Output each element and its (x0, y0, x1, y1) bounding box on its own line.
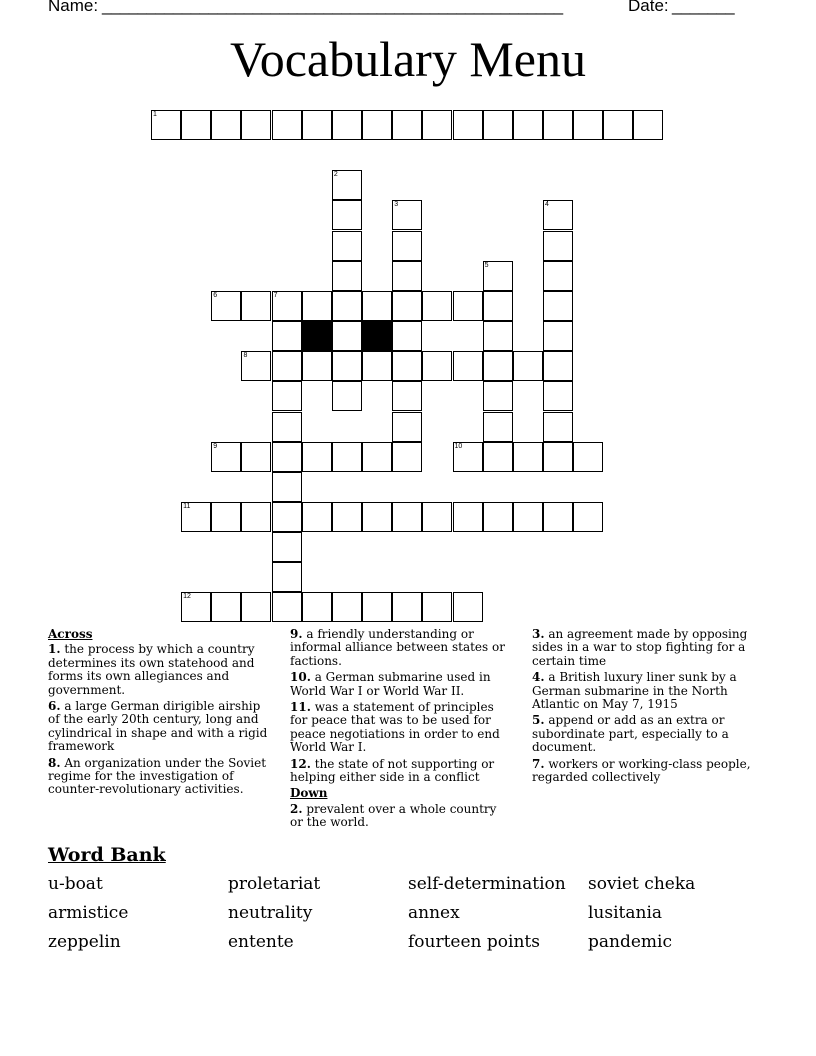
crossword-cell[interactable] (211, 110, 241, 140)
crossword-cell[interactable] (302, 351, 332, 381)
clues-column-1 (48, 628, 270, 800)
crossword-cell-number: 2 (333, 171, 338, 179)
crossword-cell[interactable] (483, 412, 513, 442)
crossword-cell[interactable] (453, 351, 483, 381)
crossword-cell-number: 11 (183, 502, 191, 510)
page-title: Vocabulary Menu (230, 31, 586, 87)
crossword-cell[interactable] (392, 261, 422, 291)
clue-text: prevalent over a whole country or the world. (290, 801, 497, 830)
word-bank-item: zeppelin (48, 932, 121, 952)
word-bank-item: self-determination (408, 874, 566, 894)
crossword-cell[interactable] (362, 592, 392, 622)
clue-text: a German submarine used in World War I or World War II. (290, 670, 491, 698)
clue-text: a British luxury liner sunk by a German submarine in the North Atlantic on May 7, 1915 (532, 670, 737, 712)
crossword-cell[interactable] (362, 110, 392, 140)
clue-text: An organization under the Soviet regime for the investigation of counter-revolutionary activities. (48, 755, 267, 797)
crossword-cell[interactable] (513, 502, 543, 532)
crossword-cell-number: 5 (484, 261, 489, 269)
clue-number: 2. (290, 801, 303, 816)
crossword-cell[interactable] (453, 291, 483, 321)
crossword-cell[interactable] (302, 442, 332, 472)
crossword-cell[interactable] (422, 592, 452, 622)
clue-number: 4. (532, 670, 545, 685)
crossword-cell[interactable] (513, 442, 543, 472)
crossword-cell[interactable] (211, 442, 241, 472)
crossword-cell-number: 8 (243, 352, 248, 360)
word-bank-item: fourteen points (408, 932, 540, 952)
word-bank-item: entente (228, 932, 294, 952)
clue-text: was a statement of principles for peace that was to be used for peace negotiations in order to end World War I. (290, 700, 500, 755)
across-clue-1 (48, 643, 270, 697)
clue-number: 9. (290, 627, 303, 641)
crossword-cell[interactable] (151, 110, 181, 140)
crossword-cell[interactable] (392, 351, 422, 381)
across-clue-6 (48, 700, 270, 754)
crossword-cell[interactable] (272, 592, 302, 622)
crossword-cell[interactable] (483, 291, 513, 321)
crossword-cell[interactable] (513, 110, 543, 140)
crossword-cell[interactable] (332, 110, 362, 140)
crossword-cell[interactable] (573, 110, 603, 140)
word-bank-item: annex (408, 903, 460, 923)
clue-text: a large German dirigible airship of the early 20th century, long and cylindrical in shape and with a rigid framework (48, 699, 268, 754)
name-label: Name: (48, 0, 99, 15)
crossword-cell[interactable] (392, 291, 422, 321)
crossword-cell[interactable] (422, 291, 452, 321)
across-clue-9 (290, 628, 512, 668)
crossword-cell[interactable] (483, 381, 513, 411)
crossword-cell[interactable] (332, 170, 362, 200)
crossword-cell[interactable] (422, 502, 452, 532)
crossword-cell[interactable] (543, 231, 573, 261)
crossword-cell[interactable] (392, 200, 422, 230)
crossword-cell[interactable] (272, 472, 302, 502)
clue-number: 11. (290, 700, 311, 715)
crossword-cell[interactable] (241, 110, 271, 140)
crossword-cell[interactable] (241, 351, 271, 381)
word-bank (48, 873, 768, 954)
word-bank-item: neutrality (228, 903, 313, 923)
crossword-cell[interactable] (181, 110, 211, 140)
crossword-cell[interactable] (543, 261, 573, 291)
crossword-cell[interactable] (272, 291, 302, 321)
crossword-cell[interactable] (362, 442, 392, 472)
crossword-cell[interactable] (332, 381, 362, 411)
clues-column-2 (290, 628, 512, 833)
crossword-cell[interactable] (543, 200, 573, 230)
clue-number: 6. (48, 699, 61, 714)
crossword-cell[interactable] (272, 321, 302, 351)
across-heading: Across (48, 627, 93, 641)
crossword-cell[interactable] (392, 321, 422, 351)
crossword-cell-number: 7 (273, 291, 278, 299)
crossword-cell[interactable] (392, 442, 422, 472)
crossword-cell[interactable] (272, 532, 302, 562)
crossword-cell[interactable] (543, 381, 573, 411)
crossword-cell[interactable] (453, 442, 483, 472)
word-bank-item: soviet cheka (588, 874, 696, 894)
across-clue-8 (48, 757, 270, 797)
crossword-cell[interactable] (603, 110, 633, 140)
down-clue-7 (532, 758, 754, 785)
crossword-cell[interactable] (543, 110, 573, 140)
clue-text: workers or working-class people, regarded collectively (532, 756, 751, 785)
down-heading: Down (290, 786, 328, 801)
crossword-cell[interactable] (543, 291, 573, 321)
crossword-cell[interactable] (302, 592, 332, 622)
word-bank-item: u-boat (48, 874, 103, 894)
clue-text: the process by which a country determines its own statehood and forms its own allegiances and government. (48, 642, 255, 697)
crossword-cell[interactable] (362, 502, 392, 532)
crossword-cell[interactable] (392, 502, 422, 532)
word-bank-item: armistice (48, 903, 129, 923)
crossword-cell[interactable] (211, 291, 241, 321)
crossword-cell[interactable] (272, 381, 302, 411)
crossword-cell[interactable] (241, 592, 271, 622)
word-bank-title: Word Bank (48, 844, 166, 866)
crossword-cell[interactable] (302, 502, 332, 532)
clue-text: the state of not supporting or helping either side in a conflict (290, 756, 495, 785)
crossword-cell[interactable] (483, 110, 513, 140)
clue-number: 8. (48, 755, 61, 770)
crossword-cell[interactable] (181, 592, 211, 622)
crossword-cell[interactable] (332, 231, 362, 261)
clue-number: 1. (48, 642, 61, 657)
word-bank-item: pandemic (588, 932, 672, 952)
crossword-cell-number: 4 (544, 201, 549, 209)
clue-number: 10. (290, 670, 311, 685)
crossword-cell[interactable] (362, 351, 392, 381)
crossword-cell[interactable] (483, 442, 513, 472)
crossword-cell[interactable] (543, 442, 573, 472)
crossword-cell[interactable] (543, 412, 573, 442)
crossword-cell[interactable] (272, 110, 302, 140)
crossword-cell-number: 9 (213, 442, 218, 450)
crossword-cell[interactable] (483, 321, 513, 351)
crossword-cell[interactable] (422, 110, 452, 140)
crossword-cell[interactable] (483, 351, 513, 381)
crossword-cell[interactable] (181, 502, 211, 532)
crossword-cell[interactable] (332, 442, 362, 472)
date-label: Date: (628, 0, 669, 15)
clue-text: an agreement made by opposing sides in a war to stop fighting for a certain time (532, 627, 748, 668)
crossword-cell-number: 12 (183, 593, 191, 601)
down-clue-4 (532, 671, 754, 711)
crossword-cell-number: 6 (213, 291, 218, 299)
date-field-line[interactable]: _______ (672, 0, 734, 15)
down-clue-2 (290, 803, 512, 830)
word-bank-item: lusitania (588, 903, 663, 923)
name-field-line[interactable]: ____________________________________________________ (102, 0, 563, 15)
crossword-cell[interactable] (272, 562, 302, 592)
crossword-cell[interactable] (241, 442, 271, 472)
crossword-cell[interactable] (453, 592, 483, 622)
crossword-black-cell (302, 321, 332, 351)
crossword-cell[interactable] (332, 261, 362, 291)
crossword-cell[interactable] (513, 351, 543, 381)
crossword-cell[interactable] (332, 200, 362, 230)
crossword-cell-number: 1 (153, 111, 157, 118)
crossword-cell[interactable] (272, 442, 302, 472)
crossword-cell[interactable] (573, 442, 603, 472)
crossword-cell[interactable] (332, 592, 362, 622)
crossword-black-cell (362, 321, 392, 351)
clues-column-3 (532, 628, 754, 787)
crossword-cell[interactable] (362, 291, 392, 321)
crossword-cell[interactable] (483, 261, 513, 291)
across-clue-11 (290, 701, 512, 755)
crossword-cell[interactable] (543, 321, 573, 351)
crossword-cell[interactable] (272, 351, 302, 381)
crossword-cell[interactable] (241, 291, 271, 321)
crossword-cell[interactable] (633, 110, 663, 140)
crossword-cell[interactable] (392, 412, 422, 442)
across-clue-10 (290, 671, 512, 698)
crossword-cell[interactable] (392, 231, 422, 261)
clue-number: 12. (290, 756, 311, 771)
crossword-cell[interactable] (211, 592, 241, 622)
crossword-cell[interactable] (543, 351, 573, 381)
crossword-cell[interactable] (453, 110, 483, 140)
crossword-cell[interactable] (332, 321, 362, 351)
crossword-cell[interactable] (332, 291, 362, 321)
crossword-cell-number: 10 (454, 442, 463, 450)
crossword-cell[interactable] (392, 381, 422, 411)
clue-number: 7. (532, 756, 545, 771)
clue-text: append or add as an extra or subordinate part, especially to a document. (532, 713, 729, 755)
across-clue-12 (290, 758, 512, 785)
clue-number: 5. (532, 713, 545, 728)
crossword-cell[interactable] (453, 502, 483, 532)
crossword-cell[interactable] (573, 502, 603, 532)
crossword-cell[interactable] (392, 592, 422, 622)
crossword-cell[interactable] (332, 351, 362, 381)
crossword-cell[interactable] (302, 291, 332, 321)
crossword-cell[interactable] (272, 502, 302, 532)
crossword-cell[interactable] (332, 502, 362, 532)
clue-text: a friendly understanding or informal alliance between states or factions. (290, 627, 505, 668)
crossword-cell[interactable] (272, 412, 302, 442)
crossword-cell-number: 3 (394, 201, 399, 209)
crossword-cell[interactable] (483, 502, 513, 532)
crossword-cell[interactable] (392, 110, 422, 140)
down-clue-5 (532, 714, 754, 754)
crossword-cell[interactable] (422, 351, 452, 381)
crossword-cell[interactable] (543, 502, 573, 532)
crossword-cell[interactable] (211, 502, 241, 532)
word-bank-item: proletariat (228, 874, 321, 894)
down-clue-3 (532, 628, 754, 668)
clue-number: 3. (532, 627, 545, 641)
crossword-cell[interactable] (241, 502, 271, 532)
crossword-cell[interactable] (302, 110, 332, 140)
